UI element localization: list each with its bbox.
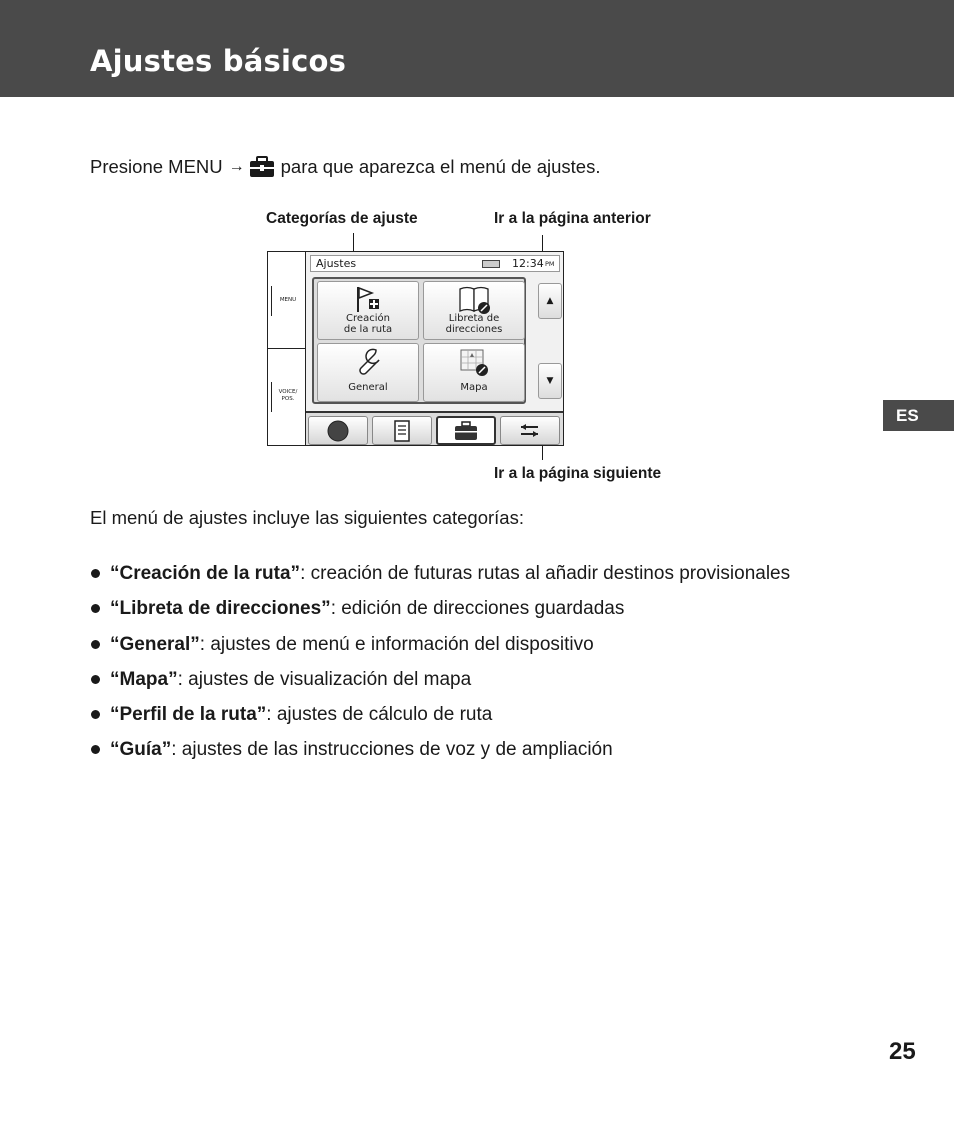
page-title: Ajustes básicos xyxy=(90,44,347,78)
device-side-panel xyxy=(268,252,306,445)
device-screen xyxy=(306,252,563,445)
item-desc: : ajustes de cálculo de ruta xyxy=(266,704,493,726)
list-item xyxy=(90,556,790,591)
voice-label-line2: POS. xyxy=(281,396,295,402)
bullet-icon xyxy=(91,604,100,613)
bullet-icon xyxy=(91,675,100,684)
tile-mapa[interactable] xyxy=(423,343,525,402)
tab-settings[interactable] xyxy=(436,416,496,445)
header-bar xyxy=(0,0,954,97)
tile-label-line2: de la ruta xyxy=(343,324,393,335)
item-desc: : ajustes de las instrucciones de voz y de ampliación xyxy=(171,739,613,761)
tile-creacion-ruta[interactable] xyxy=(317,281,419,340)
tile-label-line1: Creación xyxy=(346,313,390,324)
clock-ampm: PM xyxy=(545,260,555,268)
item-term: “Guía” xyxy=(110,739,172,761)
item-desc: : ajustes de visualización del mapa xyxy=(177,668,472,690)
item-term: “General” xyxy=(110,633,200,655)
voice-pos-hardware-button[interactable] xyxy=(271,382,272,412)
battery-icon xyxy=(482,260,500,268)
compass-icon xyxy=(326,419,350,443)
page-up-button[interactable]: ▲ xyxy=(538,283,562,319)
item-term: “Mapa” xyxy=(110,668,178,690)
bullet-icon xyxy=(91,745,100,754)
bullet-icon xyxy=(91,710,100,719)
clock: 12:34 xyxy=(512,257,544,270)
voice-label xyxy=(276,389,300,403)
bullet-icon xyxy=(91,640,100,649)
list-item xyxy=(90,591,790,626)
tab-back[interactable] xyxy=(500,416,560,445)
list-item xyxy=(90,627,790,662)
item-desc: : ajustes de menú e información del dispositivo xyxy=(199,633,594,655)
voice-label-line1: VOICE/ xyxy=(278,389,298,395)
item-term: “Creación de la ruta” xyxy=(110,563,301,584)
toolbox-icon xyxy=(454,421,478,441)
screen-titlebar xyxy=(310,255,560,272)
list-item xyxy=(90,697,790,732)
map-icon xyxy=(458,347,490,377)
callout-next-page: Ir a la página siguiente xyxy=(494,465,662,482)
intro-prefix: Presione MENU xyxy=(90,156,223,177)
back-arrow-icon xyxy=(518,421,542,441)
page-down-button[interactable]: ▼ xyxy=(538,363,562,399)
callout-categories: Categorías de ajuste xyxy=(266,210,418,227)
bottom-tab-bar xyxy=(306,411,563,445)
tab-navigation[interactable] xyxy=(308,416,368,445)
language-tab: ES xyxy=(883,400,954,431)
screen-title: Ajustes xyxy=(316,257,357,270)
item-desc: : edición de direcciones guardadas xyxy=(330,598,625,620)
wrench-icon xyxy=(352,347,384,377)
tile-libreta-direcciones[interactable] xyxy=(423,281,525,340)
device-screenshot xyxy=(267,251,564,446)
intro-instruction xyxy=(90,156,601,178)
address-book-icon xyxy=(458,285,492,315)
item-desc: : creación de futuras rutas al añadir destinos provisionales xyxy=(300,563,791,584)
item-term: “Perfil de la ruta” xyxy=(110,704,267,726)
categories-intro: El menú de ajustes incluye las siguientes categorías: xyxy=(90,507,524,528)
list-item xyxy=(90,732,790,767)
side-divider xyxy=(268,348,305,349)
menu-label: MENU xyxy=(279,297,297,303)
arrow-icon: → xyxy=(228,158,245,175)
tile-label-line2: direcciones xyxy=(445,324,503,335)
bullet-icon xyxy=(91,569,100,578)
callout-prev-page: Ir a la página anterior xyxy=(494,210,651,227)
page-number: 25 xyxy=(889,1038,916,1065)
settings-category-grid xyxy=(312,277,526,404)
tile-label-line1: Libreta de xyxy=(448,313,500,324)
item-term: “Libreta de direcciones” xyxy=(110,598,331,620)
tile-label: General xyxy=(348,382,388,393)
category-list xyxy=(90,556,790,768)
flag-plus-icon xyxy=(352,285,384,313)
toolbox-icon xyxy=(249,156,275,178)
document-icon xyxy=(393,420,411,442)
tile-label: Mapa xyxy=(460,382,488,393)
intro-suffix: para que aparezca el menú de ajustes. xyxy=(280,156,601,177)
menu-hardware-button[interactable] xyxy=(271,286,272,316)
list-item xyxy=(90,662,790,697)
tile-general[interactable] xyxy=(317,343,419,402)
tab-documents[interactable] xyxy=(372,416,432,445)
